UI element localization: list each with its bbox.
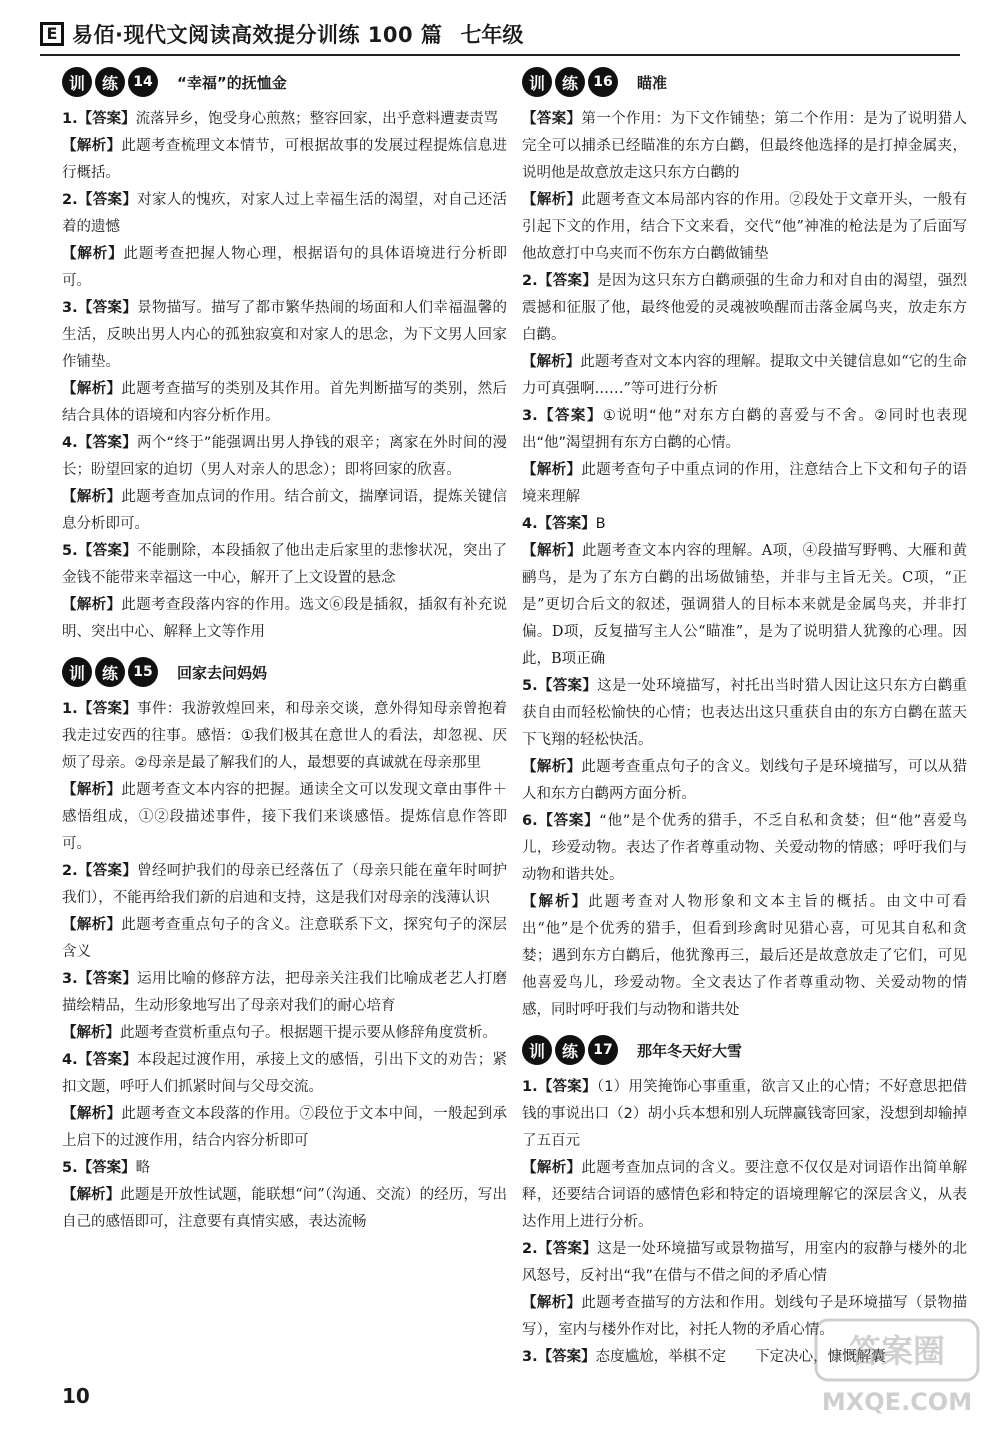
paragraph-text: 此题考查文本段落的作用。⑦段位于文本中间，一般起到承上启下的过渡作用，结合内容分析即可 (62, 1106, 507, 1149)
answer-paragraph (522, 808, 967, 889)
paragraph-text: 略 (135, 1160, 151, 1176)
paragraph-text: 此题考查赏析重点句子。根据题干提示要从修辞角度赏析。 (120, 1025, 497, 1041)
page-header (40, 14, 960, 56)
analysis-tag: 【解析】 (522, 543, 582, 559)
analysis-tag: 【解析】 (62, 1187, 121, 1203)
analysis-paragraph (522, 889, 967, 1024)
section-heading (62, 66, 507, 98)
analysis-paragraph (522, 1155, 967, 1236)
analysis-tag: 【解析】 (522, 192, 582, 208)
section-number: 16 (588, 67, 618, 97)
section-title: 那年冬天好大雪 (637, 1041, 743, 1060)
answer-paragraph (522, 1236, 967, 1290)
badge-lian: 练 (555, 67, 585, 97)
paragraph-text: 此题考查把握人物心理，根据语句的具体语境进行分析即可。 (62, 246, 507, 289)
analysis-paragraph (62, 592, 507, 646)
paragraph-text: 此题考查句子中重点词的作用，注意结合上下文和句子的语境来理解 (522, 462, 967, 505)
page-number: 10 (62, 1384, 90, 1408)
svg-text:MXQE.COM: MXQE.COM (821, 1388, 973, 1416)
answer-tag: 4.【答案】 (62, 435, 137, 451)
answer-tag: 2.【答案】 (522, 1241, 598, 1257)
analysis-tag: 【解析】 (62, 1106, 122, 1122)
paragraph-text: 运用比喻的修辞方法，把母亲关注我们比喻成老艺人打磨描绘精品，生动形象地写出了母亲对我们的耐心培育 (62, 971, 507, 1014)
analysis-tag: 【解析】 (522, 759, 582, 775)
answer-tag: 4.【答案】 (62, 1052, 138, 1068)
analysis-tag: 【解析】 (62, 782, 122, 798)
grade-label: 七年级 (460, 23, 524, 47)
analysis-paragraph (62, 1182, 507, 1236)
section-title: “幸福”的抚恤金 (177, 73, 287, 92)
answer-paragraph (522, 403, 967, 457)
answer-paragraph (62, 295, 507, 376)
paragraph-text: 这是一处环境描写，衬托出当时猎人因让这只东方白鹳重获自由而轻松愉快的心情；也表达出这只重获自由的东方白鹳在蓝天下飞翔的轻松快活。 (522, 678, 967, 748)
analysis-tag: 【解析】 (522, 1295, 582, 1311)
answer-tag: 2.【答案】 (62, 192, 138, 208)
answer-tag: 【答案】 (522, 111, 582, 127)
answer-tag: 5.【答案】 (62, 1160, 136, 1176)
analysis-paragraph (62, 1020, 507, 1047)
answer-tag: 3.【答案】 (62, 300, 138, 316)
answer-paragraph (62, 966, 507, 1020)
analysis-tag: 【解析】 (62, 1025, 120, 1041)
badge-lian: 练 (95, 67, 125, 97)
paragraph-text: 此题考查描写的类别及其作用。首先判断描写的类别，然后结合具体的语境和内容分析作用。 (62, 381, 507, 424)
paragraph-text: 这是一处环境描写或景物描写，用室内的寂静与楼外的北风怒号，反衬出“我”在借与不借之间的矛盾心情 (522, 1241, 967, 1284)
paragraph-text: 两个“终于”能强调出男人挣钱的艰辛；离家在外时间的漫长；盼望回家的迫切（男人对亲人的思念）；即将回家的欣喜。 (62, 435, 507, 478)
analysis-tag: 【解析】 (522, 894, 589, 910)
answer-paragraph (62, 696, 507, 777)
badge-xun: 训 (62, 657, 92, 687)
analysis-paragraph (62, 376, 507, 430)
paragraph-text: 此题考查重点句子的含义。划线句子是环境描写，可以从猎人和东方白鹳两方面分析。 (522, 759, 967, 802)
section-16 (522, 66, 967, 1024)
answer-paragraph (62, 430, 507, 484)
analysis-tag: 【解析】 (62, 246, 124, 262)
analysis-tag: 【解析】 (62, 381, 122, 397)
section-15 (62, 656, 507, 1236)
answer-tag: 1.【答案】 (62, 701, 138, 717)
paragraph-text: 此题考查加点词的作用。结合前文，揣摩词语，提炼关键信息分析即可。 (62, 489, 507, 532)
analysis-paragraph (62, 484, 507, 538)
paragraph-text: 不能删除，本段插叙了他出走后家里的悲惨状况，突出了金钱不能带来幸福这一中心，解开了上文设置的悬念 (62, 543, 507, 586)
answer-tag: 4.【答案】 (522, 516, 596, 532)
analysis-tag: 【解析】 (522, 354, 581, 370)
paragraph-text: 此题考查文本内容的把握。通读全文可以发现文章由事件＋感悟组成，①②段描述事件，接下我们来谈感悟。提炼信息作答即可。 (62, 782, 507, 852)
paragraph-text: （1）用笑掩饰心事重重，欲言又止的心情；不好意思把借钱的事说出口（2）胡小兵本想和别人玩牌赢钱寄回家，没想到却输掉了五百元 (522, 1079, 967, 1149)
badge-xun: 训 (62, 67, 92, 97)
paragraph-text: 态度尴尬，举棋不定 下定决心，慷慨解囊 (595, 1349, 886, 1365)
answer-paragraph (62, 1047, 507, 1101)
paragraph-text: 事件：我游敦煌回来，和母亲交谈，意外得知母亲曾抱着我走过安西的往事。感悟：①我们极其在意世人的看法，却忽视、厌烦了母亲。②母亲是最了解我们的人，最想要的真诚就在母亲那里 (62, 701, 507, 771)
answer-tag: 3.【答案】 (522, 408, 603, 424)
answer-paragraph (522, 673, 967, 754)
analysis-tag: 【解析】 (62, 917, 122, 933)
paragraph-text: 景物描写。描写了都市繁华热闹的场面和人们幸福温馨的生活，反映出男人内心的孤独寂寞和对家人的思念，为下文男人回家作铺垫。 (62, 300, 507, 370)
analysis-tag: 【解析】 (522, 1160, 582, 1176)
paragraph-text: ①说明“他”对东方白鹳的喜爱与不舍。②同时也表现出“他”渴望拥有东方白鹳的心情。 (522, 408, 967, 451)
paragraph-text: 此题考查文本内容的理解。A项，④段描写野鸭、大雁和黄鹂鸟，是为了东方白鹳的出场做铺垫，并非与主旨无关。C项，“正是”更切合后文的叙述，强调猎人的目标本来就是金属鸟夹，并非打偏。D项，反复描写主人公“瞄准”，是为了说明猎人犹豫的心理。因此，B项正确 (522, 543, 967, 667)
paragraph-text: B (595, 516, 606, 532)
section-number: 14 (128, 67, 158, 97)
analysis-tag: 【解析】 (522, 462, 582, 478)
answer-paragraph (62, 858, 507, 912)
svg-text:答案圈: 答案圈 (848, 1332, 946, 1370)
badge-lian: 练 (555, 1035, 585, 1065)
badge-lian: 练 (95, 657, 125, 687)
paragraph-text: 此题考查段落内容的作用。选文⑥段是插叙，插叙有补充说明、突出中心、解释上文等作用 (62, 597, 507, 640)
section-14 (62, 66, 507, 646)
answer-paragraph (522, 106, 967, 187)
analysis-tag: 【解析】 (62, 597, 122, 613)
analysis-paragraph (522, 754, 967, 808)
answer-paragraph (62, 106, 507, 133)
analysis-tag: 【解析】 (62, 138, 122, 154)
analysis-paragraph (62, 133, 507, 187)
answer-tag: 2.【答案】 (522, 273, 598, 289)
paragraph-text: 第一个作用：为下文作铺垫；第二个作用：是为了说明猎人完全可以捕杀已经瞄准的东方白鹳，但最终他选择的是打掉金属夹，说明他是故意放走这只东方白鹳的 (522, 111, 967, 181)
paragraph-text: 此题考查对文本内容的理解。提取文中关键信息如“它的生命力可真强啊……”等可进行分析 (522, 354, 967, 397)
answer-paragraph (522, 511, 967, 538)
answer-tag: 2.【答案】 (62, 863, 138, 879)
paragraph-text: 曾经呵护我们的母亲已经落伍了（母亲只能在童年时呵护我们），不能再给我们新的启迪和支持，这是我们对母亲的浅薄认识 (62, 863, 507, 906)
publisher-logo: E (40, 22, 64, 46)
section-title: 瞄准 (637, 73, 668, 92)
answer-paragraph (62, 187, 507, 241)
analysis-tag: 【解析】 (62, 489, 122, 505)
paragraph-text: 此题考查加点词的含义。要注意不仅仅是对词语作出简单解释，还要结合词语的感情色彩和特定的语境理解它的深层含义，从表达作用上进行分析。 (522, 1160, 967, 1230)
analysis-paragraph (522, 187, 967, 268)
right-column (522, 62, 967, 1402)
badge-xun: 训 (522, 1035, 552, 1065)
answer-paragraph (522, 1074, 967, 1155)
analysis-paragraph (62, 1101, 507, 1155)
paragraph-text: 此题考查梳理文本情节，可根据故事的发展过程提炼信息进行概括。 (62, 138, 507, 181)
analysis-paragraph (62, 777, 507, 858)
analysis-paragraph (522, 538, 967, 673)
badge-xun: 训 (522, 67, 552, 97)
answer-tag: 1.【答案】 (522, 1079, 597, 1095)
section-heading (522, 66, 967, 98)
answer-tag: 5.【答案】 (62, 543, 138, 559)
paragraph-text: 此题考查对人物形象和文本主旨的概括。由文中可看出“他”是个优秀的猎手，但看到珍禽时见猎心喜，可见其自私和贪婪；遇到东方白鹳后，他犹豫再三，最后还是故意放走了它们，可见他喜爱鸟儿，珍爱动物。全文表达了作者尊重动物、关爱动物的情感，同时呼吁我们与动物和谐共处 (522, 894, 967, 1018)
answer-paragraph (62, 538, 507, 592)
answer-paragraph (522, 268, 967, 349)
paragraph-text: 此题考查重点句子的含义。注意联系下文，探究句子的深层含义 (62, 917, 507, 960)
answer-tag: 5.【答案】 (522, 678, 598, 694)
analysis-paragraph (62, 241, 507, 295)
answer-paragraph (62, 1155, 507, 1182)
section-number: 17 (588, 1035, 618, 1065)
watermark-logo (812, 1314, 982, 1422)
analysis-paragraph (62, 912, 507, 966)
paragraph-text: 此题是开放性试题，能联想“问”（沟通、交流）的经历，写出自己的感悟即可，注意要有真情实感，表达流畅 (62, 1187, 507, 1230)
paragraph-text: “他”是个优秀的猎手，不乏自私和贪婪；但“他”喜爱鸟儿，珍爱动物。表达了作者尊重动物、关爱动物的情感；呼吁我们与动物和谐共处。 (522, 813, 967, 883)
answer-tag: 3.【答案】 (62, 971, 138, 987)
section-title: 回家去问妈妈 (177, 663, 268, 682)
paragraph-text: 对家人的愧疚，对家人过上幸福生活的渴望，对自己还活着的遗憾 (62, 192, 507, 235)
analysis-paragraph (522, 457, 967, 511)
paragraph-text: 是因为这只东方白鹳顽强的生命力和对自由的渴望，强烈震撼和征服了他，最终他爱的灵魂被唤醒而击落金属鸟夹，放走东方白鹳。 (522, 273, 967, 343)
paragraph-text: 本段起过渡作用，承接上文的感悟，引出下文的劝告；紧扣文题，呼吁人们抓紧时间与父母交流。 (62, 1052, 507, 1095)
book-title: 易佰·现代文阅读高效提分训练 100 篇 (72, 23, 443, 47)
paragraph-text: 此题考查描写的方法和作用。划线句子是环境描写（景物描写），室内与楼外作对比，衬托人物的矛盾心情。 (522, 1295, 967, 1338)
left-column (62, 62, 507, 1402)
answer-tag: 1.【答案】 (62, 111, 136, 127)
paragraph-text: 此题考查文本局部内容的作用。②段处于文章开头，一般有引起下文的作用，结合下文来看，交代“他”神准的枪法是为了后面写他故意打中乌夹而不伤东方白鹳做铺垫 (522, 192, 967, 262)
section-heading (522, 1034, 967, 1066)
section-number: 15 (128, 657, 158, 687)
section-heading (62, 656, 507, 688)
analysis-paragraph (522, 349, 967, 403)
answer-tag: 6.【答案】 (522, 813, 600, 829)
paragraph-text: 流落异乡，饱受身心煎熬；整容回家，出乎意料遭妻责骂 (135, 111, 499, 127)
answer-tag: 3.【答案】 (522, 1349, 596, 1365)
